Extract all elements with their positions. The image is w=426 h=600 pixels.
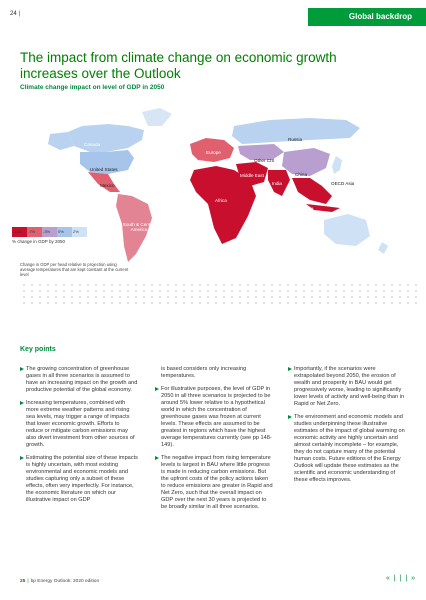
bullet-arrow-icon: [20, 401, 24, 405]
region-australia: [324, 214, 370, 246]
label-other-asia: Other Asia: [292, 206, 314, 211]
label-other-cis: Other CIS: [254, 158, 275, 163]
key-points-heading: Key points: [20, 346, 56, 353]
key-point: [288, 366, 406, 408]
key-point-text: The negative impact from rising temperature levels is largest in BAU where little progress is made in reducing carbon emissions. But the upfront costs of the policy actions taken to reduce emissions are greater in Rapid and Net Zero, such that the overall impact on GDP over the next 30 years is projected to be broadly similar in all three scenarios.: [161, 455, 273, 510]
region-new-zealand: [378, 242, 388, 254]
label-russia: Russia: [288, 137, 303, 142]
key-point-text: The growing concentration of greenhouse gases in all three scenarios is assumed to have an increasing impact on the growth and productive potential of the global economy.: [26, 366, 138, 393]
footer-page-number: 25: [20, 579, 26, 584]
dot-pattern-divider: [20, 282, 418, 306]
legend-swatch: -3%: [42, 227, 57, 237]
region-canada: [68, 124, 144, 152]
legend-swatch: -11%: [12, 227, 27, 237]
bullet-arrow-icon: [288, 367, 292, 371]
map-footnote: Change in GDP per head relative to projection using average temperatures that are kept constant at the current level: [20, 262, 129, 277]
bullet-arrow-icon: [288, 415, 292, 419]
key-points-column-2: [155, 366, 273, 517]
key-point: [20, 455, 138, 504]
page-footer: 25 | bp Energy Outlook: 2020 edition: [20, 579, 100, 584]
label-united-states: United States: [90, 167, 118, 172]
legend-caption: % change in GDP by 2050: [12, 239, 65, 244]
key-point: [20, 366, 138, 394]
key-point-text: The environment and economic models and studies underpinning these illustrative estimates of the impact of global warming on economic activity are highly uncertain and almost certainly incomplete – for example, they do not capture many of the potential human costs. Future editions of the Energy Outlook will update these estimates as the scientific and economic understanding of these effects improves.: [294, 414, 405, 483]
key-point: [288, 414, 406, 484]
region-greenland: [142, 108, 172, 126]
region-other-asia: [292, 178, 332, 204]
label-mexico: Mexico: [100, 183, 115, 188]
key-point-text: Estimating the potential size of these impacts is highly uncertain, with most existing environmental and economic models and studies capturing only a subset of these effects, often very imperfectly. For instance, the economic literature on which our illustrative impact on GDP: [26, 455, 138, 503]
page-title: The impact from climate change on economic growth increases over the Outlook: [20, 50, 337, 81]
bullet-arrow-icon: [155, 387, 159, 391]
section-tag: Global backdrop: [308, 8, 426, 26]
key-point-text: For illustrative purposes, the level of GDP in 2050 in all three scenarios is projected to be around 5% lower relative to a hypothetical world in which the concentration of greenhouse gases was frozen at current levels. These effects are assumed to be greatest in regions which have the highest average temperatures currently (see pp 148-149).: [161, 386, 272, 448]
page-navigation[interactable]: « | | | »: [385, 575, 416, 582]
label-europe: Europe: [206, 150, 221, 155]
label-india: India: [272, 181, 282, 186]
key-point-text: Increasing temperatures, combined with more extreme weather patterns and rising sea levels, may trigger a range of impacts that lower economic growth. Efforts to reduce or mitigate carbon emissions may also divert investment from other sources of growth.: [26, 400, 135, 448]
footer-publication: bp Energy Outlook: 2020 edition: [30, 579, 100, 584]
label-africa: Africa: [215, 198, 227, 203]
label-south-central-america: South & Central America: [122, 222, 156, 232]
key-point: [155, 386, 273, 449]
map-legend: [12, 227, 87, 244]
bullet-arrow-icon: [20, 367, 24, 371]
bullet-arrow-icon: [20, 456, 24, 460]
label-oecd-asia: OECD Asia: [331, 181, 355, 186]
key-point: [20, 400, 138, 449]
legend-swatch: 2%: [72, 227, 87, 237]
world-map: [10, 96, 410, 276]
label-middle-east: Middle East: [240, 173, 265, 178]
page-header: [10, 8, 426, 26]
region-japan: [332, 156, 342, 174]
region-mexico: [88, 172, 120, 192]
bullet-arrow-icon: [155, 456, 159, 460]
key-points-column-1: [20, 366, 138, 510]
key-point-text: is based considers only increasing temperatures.: [161, 366, 247, 379]
key-point: [155, 455, 273, 511]
key-point: [155, 366, 273, 380]
legend-swatch: 0%: [57, 227, 72, 237]
legend-swatch: -7%: [27, 227, 42, 237]
key-points-column-3: [288, 366, 406, 490]
key-point-text: Importantly, if the scenarios were extrapolated beyond 2050, the erosion of wealth and prosperity in BAU would get progressively worse, leading to significantly lower levels of activity and well-being than in Rapid or Net Zero.: [294, 366, 405, 407]
label-china: China: [295, 172, 308, 177]
map-subtitle: Climate change impact on level of GDP in 2050: [20, 84, 165, 91]
label-canada: Canada: [84, 142, 101, 147]
page-number: 24 |: [10, 11, 21, 17]
